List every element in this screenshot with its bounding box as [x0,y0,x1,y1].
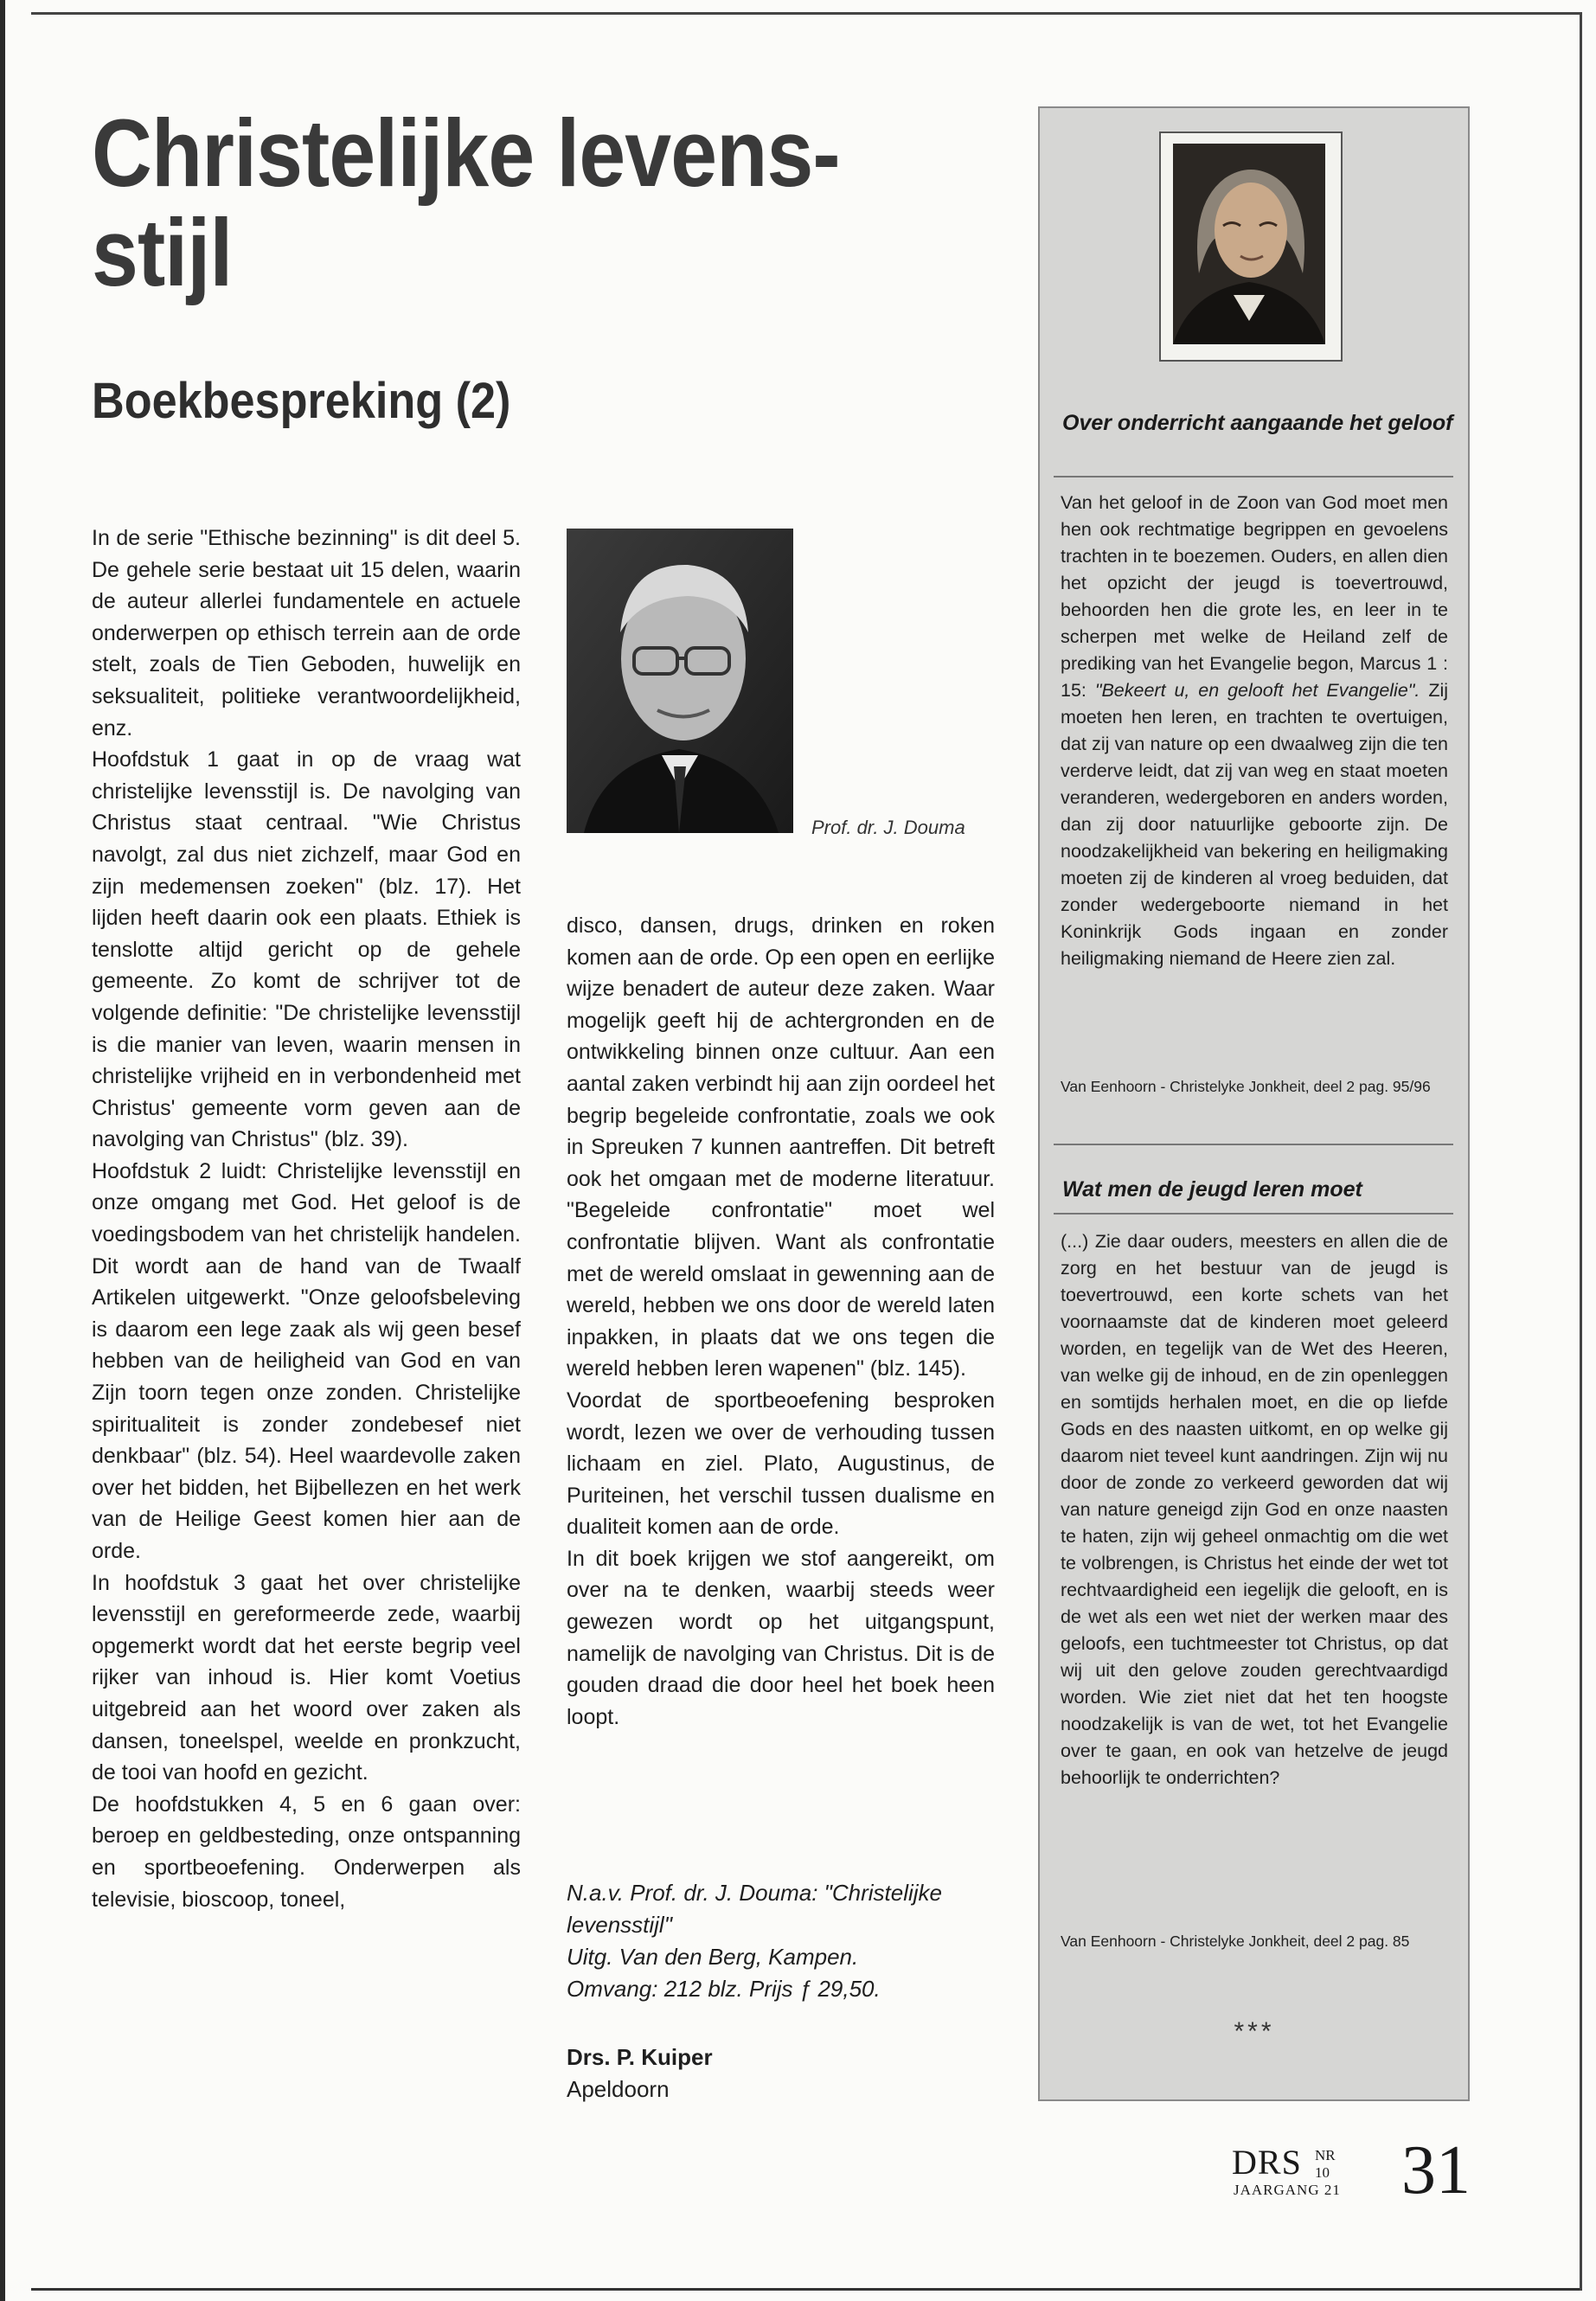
historic-portrait [1173,144,1325,344]
article-column-left [92,522,521,1915]
sidebar-divider [1054,1144,1453,1145]
paragraph: Voordat de sportbeoefening besproken wordt, lezen we over de verhouding tussen lichaam en ziel. Plato, Augustinus, de Puriteinen, het verschil tussen dualisme en dualiteit komen aan de orde. [567,1388,995,1540]
right-rule [1580,12,1582,2291]
author-photo [567,529,793,833]
sidebar-heading-jeugd: Wat men de jeugd leren moet [1062,1177,1362,1202]
section-end-stars: *** [1234,2017,1275,2046]
article-subtitle: Boekbespreking (2) [92,373,511,429]
page-number: 31 [1401,2132,1471,2208]
sidebar-quote: "Bekeert u, en gelooft het Evangelie". [1094,680,1420,701]
author-signature [567,2041,713,2106]
sidebar-text-geloof: Van het geloof in de Zoon van God moet men hen ook rechtmatige begrippen en gevoelens trachten in te boezemen. Ouders, en allen dien het opzicht der jeugd is toevertrouwd, behoorden hen die grote les, en leer in te scherpen met welke de Heiland zelf de prediking van het Evangelie begon, Marcus 1 : 15: "Bekeert u, en gelooft het Evangelie". Zij moeten hen leren, en trachten te overtuigen, dat zij van nature op een dwaalweg zijn die ten verderve leidt, dat zij van weg en staat moeten veranderen, wedergeboren en anders worden, dan zij door natuurlijke geboorte zijn. De noodzakelijkheid van bekering en heiligmaking moeten zij de kinderen al vroeg beduiden, dat zonder wedergeboorte niemand in het Koninkrijk Gods ingaan en zonder heiligmaking niemand de Heere zien zal. [1061,492,1449,969]
paragraph: In de serie "Ethische bezinning" is dit deel 5. De gehele serie bestaat uit 15 delen, waarin de auteur allerlei fundamentele en actuele onderwerpen op ethisch terrein aan de orde stelt, zoals de Tien Geboden, huwelijk en seksualiteit, politieke verantwoordelijkheid, enz. [92,526,521,740]
photo-caption: Prof. dr. J. Douma [811,817,965,838]
sidebar-source-1: Van Eenhoorn - Christelyke Jonkheit, deel 2 pag. 95/96 [1061,1078,1431,1095]
sidebar-text-jeugd: (...) Zie daar ouders, meesters en allen die de zorg en het bestuur van de jeugd is toevertrouwd, een korte schets van het voornaamste dat de kinderen moet geleerd worden, en tegelijk van de Wet des Heeren, van welke gij de inhoud, en de zin openleggen en somtijds herhalen moet, en die op liefde Gods en des naasten uitkomt, en op welke gij daarom niet teveel kunt aandringen. Zijn wij nu door de zonde zo verkeerd geworden dat wij van nature geneigd zijn God en onze naasten te haten, zijn wij geheel onmachtig om die wet te volbrengen, is Christus het einde der wet tot rechtvaardigheid een iegelijk die gelooft, en is de wet als een wet niet der werken maar des geloofs, een tuchtmeester tot Christus, op dat wij uit den gelove zouden gerechtvaardigd worden. Wie ziet niet dat het ten hoogste noodzakelijk is van de wet, tot het Evangelie over te gaan, en ook van hetzelve de jeugd behoorlijk te onderrichten? [1061,1231,1448,1788]
sidebar-divider [1054,1213,1453,1215]
article-column-middle [567,910,995,1733]
volume-label: JAARGANG 21 [1234,2182,1341,2198]
bottom-rule [31,2288,1580,2291]
magazine-name: DRS [1232,2143,1302,2182]
author-name: Drs. P. Kuiper [567,2044,713,2070]
book-reference [567,1877,1016,2005]
article-title: Christelijke levens-stijl [92,100,840,306]
reference-title: N.a.v. Prof. dr. J. Douma: "Christelijke levensstijl" [567,1880,943,1938]
page-binding-edge [0,0,5,2301]
reference-publisher: Uitg. Van den Berg, Kampen. [567,1944,859,1970]
sidebar-box [1038,106,1470,2101]
sidebar-divider [1054,476,1453,478]
sidebar-source-2: Van Eenhoorn - Christelyke Jonkheit, deel 2 pag. 85 [1061,1932,1410,1950]
sidebar-heading-geloof: Over onderricht aangaande het geloof [1062,411,1453,435]
author-place: Apeldoorn [567,2076,670,2102]
reference-price: Omvang: 212 blz. Prijs ƒ 29,50. [567,1976,881,2002]
top-rule [31,12,1580,15]
paragraph: In hoofdstuk 3 gaat het over christelijke levensstijl en gereformeerde zede, waarbij opgemerkt wordt dat het eerste begrip veel rijker van inhoud is. Hier komt Voetius uitgebreid aan het woord over zaken als dansen, toneelspel, weelde en pronkzucht, de tooi van hoofd en gezicht. [92,1570,521,1785]
paragraph: De hoofdstukken 4, 5 en 6 gaan over: beroep en geldbesteding, onze ontspanning en sportbeoefening. Onderwerpen als televisie, bioscoop, toneel, [92,1791,521,1912]
paragraph: disco, dansen, drugs, drinken en roken komen aan de orde. Op een open en eerlijke wijze benadert de auteur deze zaken. Waar mogelijk geeft hij de achtergronden en de ontwikkeling binnen onze cultuur. Aan een aantal zaken verbindt hij aan zijn oordeel het begrip begeleide confrontatie, zoals we ook in Spreuken 7 kunnen aantreffen. Dit betreft ook het omgaan met de moderne literatuur. "Begeleide confrontatie" moet wel confrontatie blijven. Want als confrontatie met de wereld omslaat in gewenning aan de wereld, hebben we ons door de wereld laten inpakken, in plaats dat we ons tegen die wereld hebben leren wapenen" (blz. 145). [567,913,995,1381]
issue-number: NR 10 [1315,2147,1336,2181]
paragraph: Hoofdstuk 2 luidt: Christelijke levensstijl en onze omgang met God. Het geloof is de voedingsbodem van het christelijk handelen. Dit wordt aan de hand van de Twaalf Artikelen uitgewerkt. "Onze geloofsbeleving is daarom een lege zaak als wij geen besef hebben van de heiligheid van God en van Zijn toorn tegen onze zonden. Christelijke spiritualiteit is zonder zondebesef niet denkbaar" (blz. 54). Heel waardevolle zaken over het bidden, het Bijbellezen en het werk van de Heilige Geest komen hier aan de orde. [92,1158,521,1563]
paragraph: Hoofdstuk 1 gaat in op de vraag wat christelijke levensstijl is. De navolging van Christus staat centraal. "Wie Christus navolgt, zal dus niet zichzelf, maar God en zijn medemensen zoeken" (blz. 17). Het lijden heeft daarin ook een plaats. Ethiek is tenslotte altijd gericht op de gehele gemeente. Zo komt de schrijver tot de volgende definitie: "De christelijke levensstijl is die manier van leven, waarin mensen in christelijke vrijheid en in verbondenheid met Christus' gemeente vorm geven aan de navolging van Christus" (blz. 39). [92,747,521,1152]
paragraph: In dit boek krijgen we stof aangereikt, om over na te denken, waarbij steeds weer gewezen wordt op het uitgangspunt, namelijk de navolging van Christus. Dit is de gouden draad die door heel het boek heen loopt. [567,1546,995,1729]
